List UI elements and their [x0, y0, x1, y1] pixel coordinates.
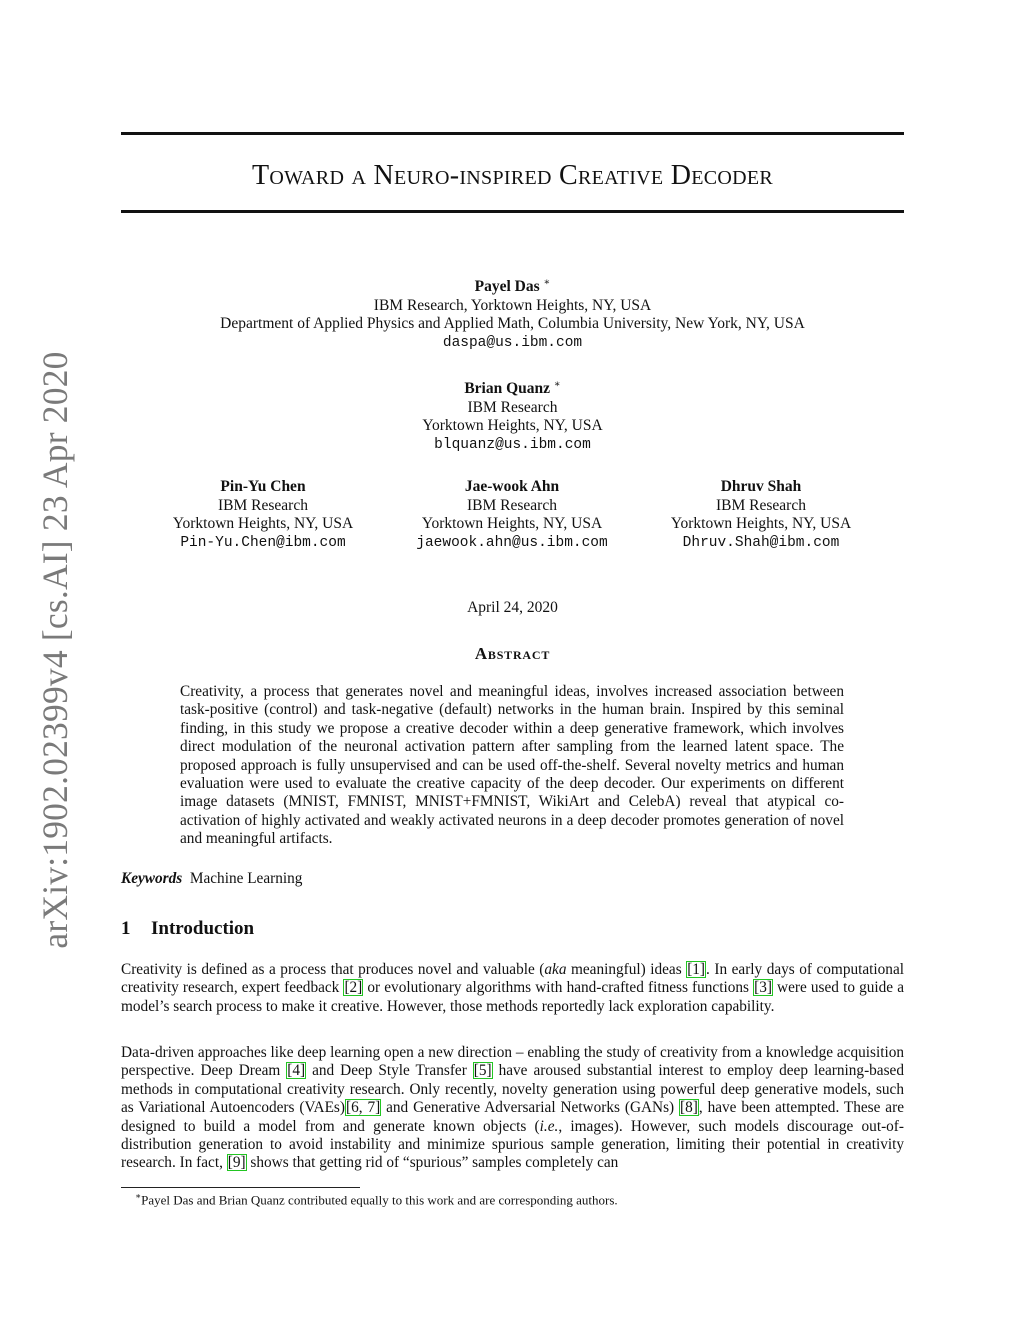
text-run: were used to guide a model’s search process to make it creative. However, those methods reportedly lack exploration capability. — [121, 979, 904, 1015]
author-location: Yorktown Heights, NY, USA — [422, 417, 603, 435]
author-block-jae-wook-ahn — [392, 478, 632, 552]
author-affiliation: IBM Research, Yorktown Heights, NY, USA — [373, 296, 652, 314]
intro-paragraph-2 — [121, 1044, 904, 1173]
citation-link[interactable]: [4] — [287, 1062, 306, 1080]
text-run: . In early days of computational creativity research, expert feedback — [121, 961, 904, 997]
footnote-mark: ∗ — [553, 379, 561, 390]
text-run: meaningful) ideas — [566, 961, 687, 978]
citation-link[interactable]: [9] — [227, 1154, 246, 1172]
abstract-text: Creativity, a process that generates novel and meaningful ideas, involves increased association between task-positive (control) and task-negative (default) networks in the human brain. Inspired by this seminal finding, in this study we propose a creative decoder within a deep generative framework, which involves direct modulation of the neuronal activation pattern after sampling from the learned latent space. The proposed approach is fully unsupervised and can be used off-the-shelf. Several novelty metrics and human evaluation were used to evaluate the creative capacity of the deep decoder. Our experiments on different image datasets (MNIST, FMNIST, MNIST+FMNIST, WikiArt and CelebA) reveal that atypical co-activation of highly activated and weakly activated neurons in a deep decoder promotes generation of novel and meaningful artifacts. — [180, 683, 844, 848]
author-name: Pin-Yu Chen — [220, 478, 306, 495]
author-name: Payel Das — [474, 278, 540, 296]
author-name: Brian Quanz — [464, 380, 551, 398]
text-run: Data-driven approaches like deep learning open a new direction – enabling the study of creativity from a knowledge acquisition perspective. Deep Dream — [121, 1044, 904, 1080]
author-row — [121, 478, 904, 558]
text-run: and Deep Style Transfer — [306, 1062, 473, 1080]
citation-link[interactable]: [8] — [680, 1099, 698, 1117]
citation-link[interactable]: [2] — [344, 979, 363, 997]
citation-link[interactable]: [6, 7] — [345, 1099, 381, 1117]
author-affiliation: IBM Research — [218, 496, 308, 514]
section-number: 1 — [121, 918, 131, 939]
paper-date: April 24, 2020 — [467, 599, 558, 616]
footnote-rule — [121, 1187, 360, 1188]
keywords-value: Machine Learning — [189, 870, 303, 887]
footnote-mark: ∗ — [543, 277, 551, 288]
author-affiliation: IBM Research — [467, 398, 558, 416]
author-email[interactable]: Pin-Yu.Chen@ibm.com — [180, 534, 346, 551]
footnote-mark: ∗ — [135, 1191, 142, 1201]
author-block-payel-das — [121, 274, 904, 352]
author-location: Yorktown Heights, NY, USA — [421, 515, 603, 532]
text-run: and Generative Adversarial Networks (GANs) — [381, 1099, 680, 1117]
citation-link[interactable]: [1] — [687, 961, 706, 978]
author-location: Yorktown Heights, NY, USA — [172, 515, 354, 532]
text-run: or evolutionary algorithms with hand-crafted fitness functions — [363, 979, 754, 997]
paper-title: Toward a Neuro-inspired Creative Decoder — [251, 160, 774, 191]
author-name: Jae-wook Ahn — [464, 478, 560, 495]
title-rule-top — [121, 132, 904, 135]
author-affiliation: Department of Applied Physics and Applied Math, Columbia University, New York, NY, USA — [220, 315, 805, 333]
author-block-brian-quanz — [121, 376, 904, 454]
author-email[interactable]: jaewook.ahn@us.ibm.com — [416, 534, 608, 551]
citation-link[interactable]: [3] — [754, 979, 772, 997]
text-run: Creativity is defined as a process that produces novel and valuable ( — [121, 961, 545, 978]
citation-link[interactable]: [5] — [473, 1062, 492, 1080]
text-run: , images). However, such models discourage out-of-distribution generation to avoid instability and minimize spurious sample generation, limiting their potential in creativity research. In fact, — [121, 1117, 904, 1172]
section-title: Introduction — [151, 918, 255, 939]
text-run: , have been attempted. These are designed to build a model from and generate known objects ( — [121, 1099, 904, 1135]
text-run-italic: i.e. — [539, 1117, 559, 1135]
text-run: shows that getting rid of “spurious” samples completely can — [246, 1154, 619, 1172]
text-run-italic: aka — [544, 961, 567, 978]
abstract-heading: Abstract — [474, 644, 551, 663]
author-email[interactable]: blquanz@us.ibm.com — [434, 436, 591, 453]
footnote — [135, 1191, 618, 1208]
keywords-label: Keywords — [121, 870, 183, 887]
text-run: have aroused substantial interest to employ deep learning-based methods in computational creativity research. Only recently, novelty generation using powerful deep generative models, such as Variational Autoencoders (VAEs) — [121, 1062, 904, 1117]
author-email[interactable]: daspa@us.ibm.com — [442, 334, 583, 351]
title-rule-bottom — [121, 210, 904, 213]
author-name: Dhruv Shah — [720, 478, 802, 495]
section-heading-introduction — [121, 918, 254, 940]
author-affiliation: IBM Research — [467, 496, 557, 514]
footnote-text: Payel Das and Brian Quanz contributed equally to this work and are corresponding authors. — [141, 1192, 618, 1208]
keywords-line — [121, 870, 302, 888]
author-block-pin-yu-chen — [143, 478, 383, 552]
author-email[interactable]: Dhruv.Shah@ibm.com — [682, 534, 840, 551]
author-location: Yorktown Heights, NY, USA — [670, 515, 852, 532]
arxiv-identifier: arXiv:1902.02399v4 [cs.AI] 23 Apr 2020 — [35, 351, 75, 949]
intro-paragraph-1 — [121, 961, 904, 1016]
author-block-dhruv-shah — [641, 478, 881, 552]
author-affiliation: IBM Research — [716, 496, 806, 514]
